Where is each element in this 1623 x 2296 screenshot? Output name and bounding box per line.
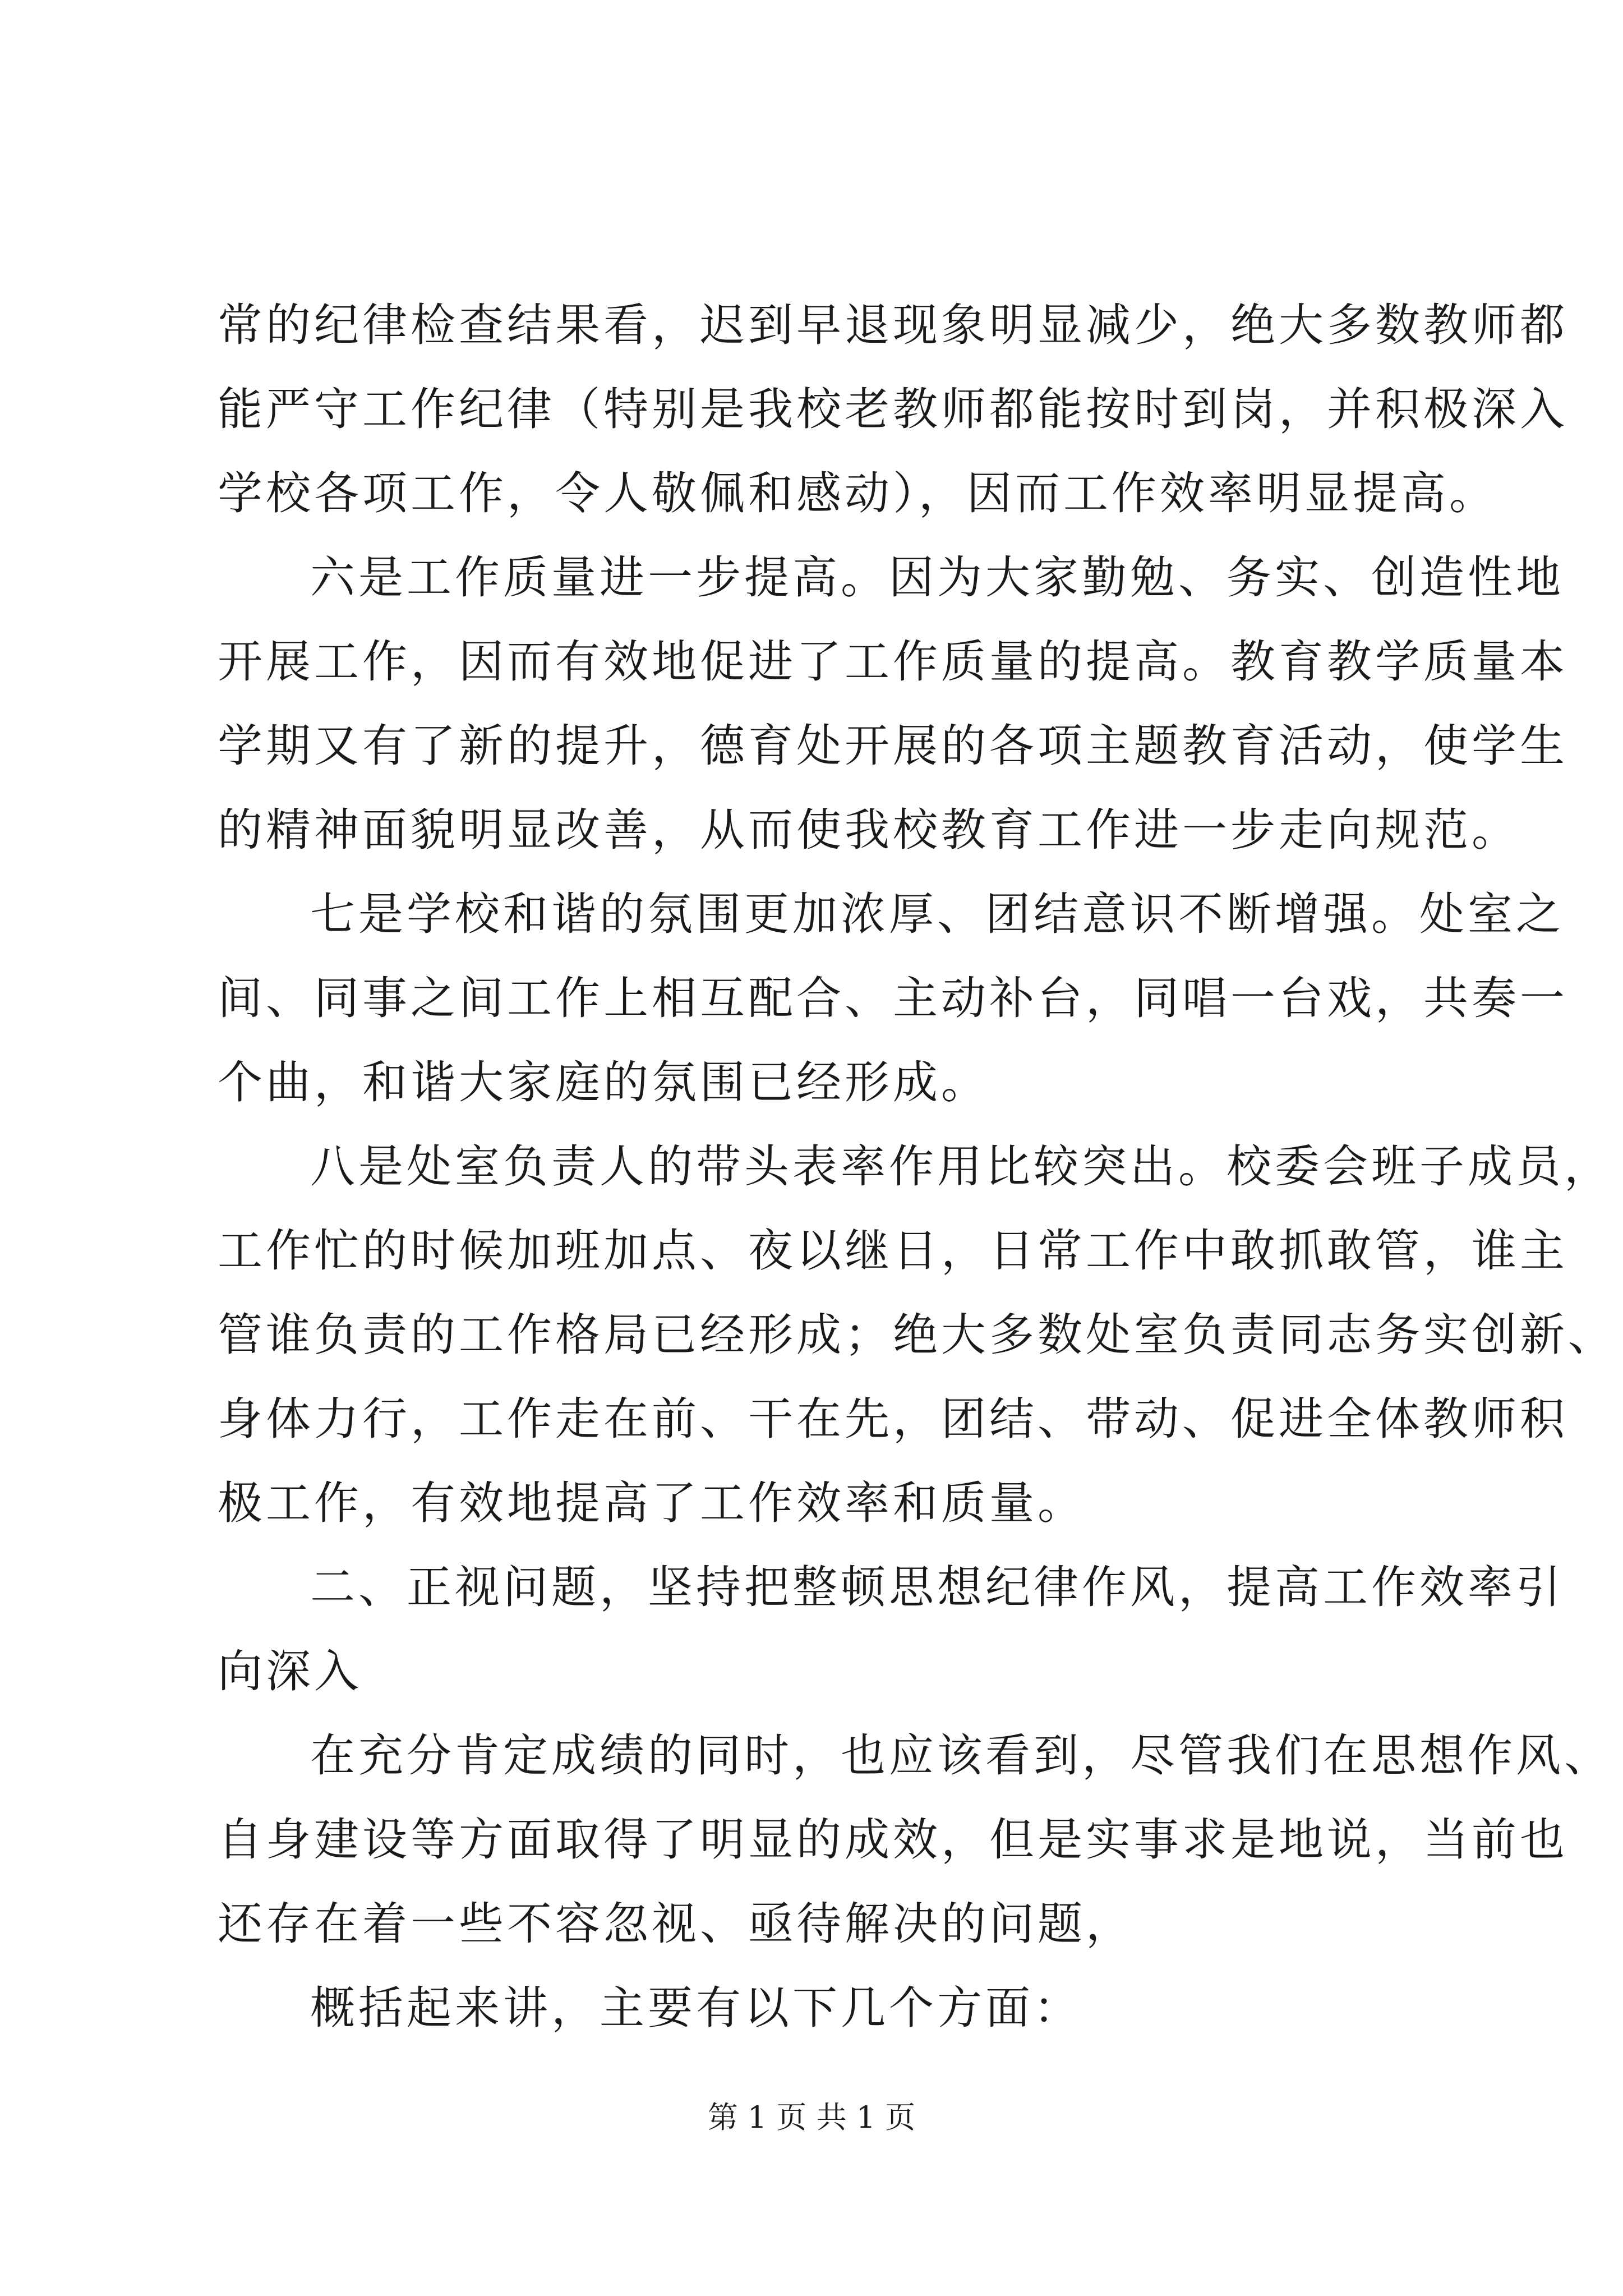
- text-line: 个曲，和谐大家庭的氛围已经形成。: [218, 1056, 989, 1108]
- text-line: 能严守工作纪律（特别是我校老教师都能按时到岗，并积极深入: [218, 383, 1568, 435]
- text-line: 七是学校和谐的氛围更加浓厚、团结意识不断增强。处室之: [310, 888, 1564, 940]
- text-line: 管谁负责的工作格局已经形成；绝大多数处室负责同志务实创新、: [218, 1309, 1616, 1361]
- text-line: 自身建设等方面取得了明显的成效，但是实事求是地说，当前也: [218, 1814, 1568, 1866]
- section-heading-line: 二、正视问题，坚持把整顿思想纪律作风，提高工作效率引: [310, 1561, 1564, 1613]
- text-line: 学校各项工作，令人敬佩和感动），因而工作效率明显提高。: [218, 467, 1497, 519]
- text-line: 间、同事之间工作上相互配合、主动补台，同唱一台戏，共奏一: [218, 972, 1568, 1024]
- text-line: 的精神面貌明显改善，从而使我校教育工作进一步走向规范。: [218, 804, 1520, 856]
- text-line: 还存在着一些不容忽视、亟待解决的问题，: [218, 1898, 1134, 1950]
- section-heading-line: 向深入: [218, 1645, 362, 1697]
- text-line: 概括起来讲，主要有以下几个方面：: [310, 1982, 1082, 2034]
- text-line: 在充分肯定成绩的同时，也应该看到，尽管我们在思想作风、: [310, 1729, 1612, 1782]
- text-line: 八是处室负责人的带头表率作用比较突出。校委会班子成员，: [310, 1140, 1612, 1193]
- text-line: 常的纪律检查结果看，迟到早退现象明显减少，绝大多数教师都: [218, 299, 1568, 351]
- text-line: 工作忙的时候加班加点、夜以继日，日常工作中敢抓敢管，谁主: [218, 1225, 1568, 1277]
- text-line: 开展工作，因而有效地促进了工作质量的提高。教育教学质量本: [218, 636, 1568, 688]
- text-line: 身体力行，工作走在前、干在先，团结、带动、促进全体教师积: [218, 1393, 1568, 1445]
- page-number-footer: 第 1 页 共 1 页: [707, 2100, 916, 2135]
- text-line: 极工作，有效地提高了工作效率和质量。: [218, 1477, 1086, 1529]
- text-line: 学期又有了新的提升，德育处开展的各项主题教育活动，使学生: [218, 720, 1568, 772]
- text-line: 六是工作质量进一步提高。因为大家勤勉、务实、创造性地: [310, 551, 1564, 604]
